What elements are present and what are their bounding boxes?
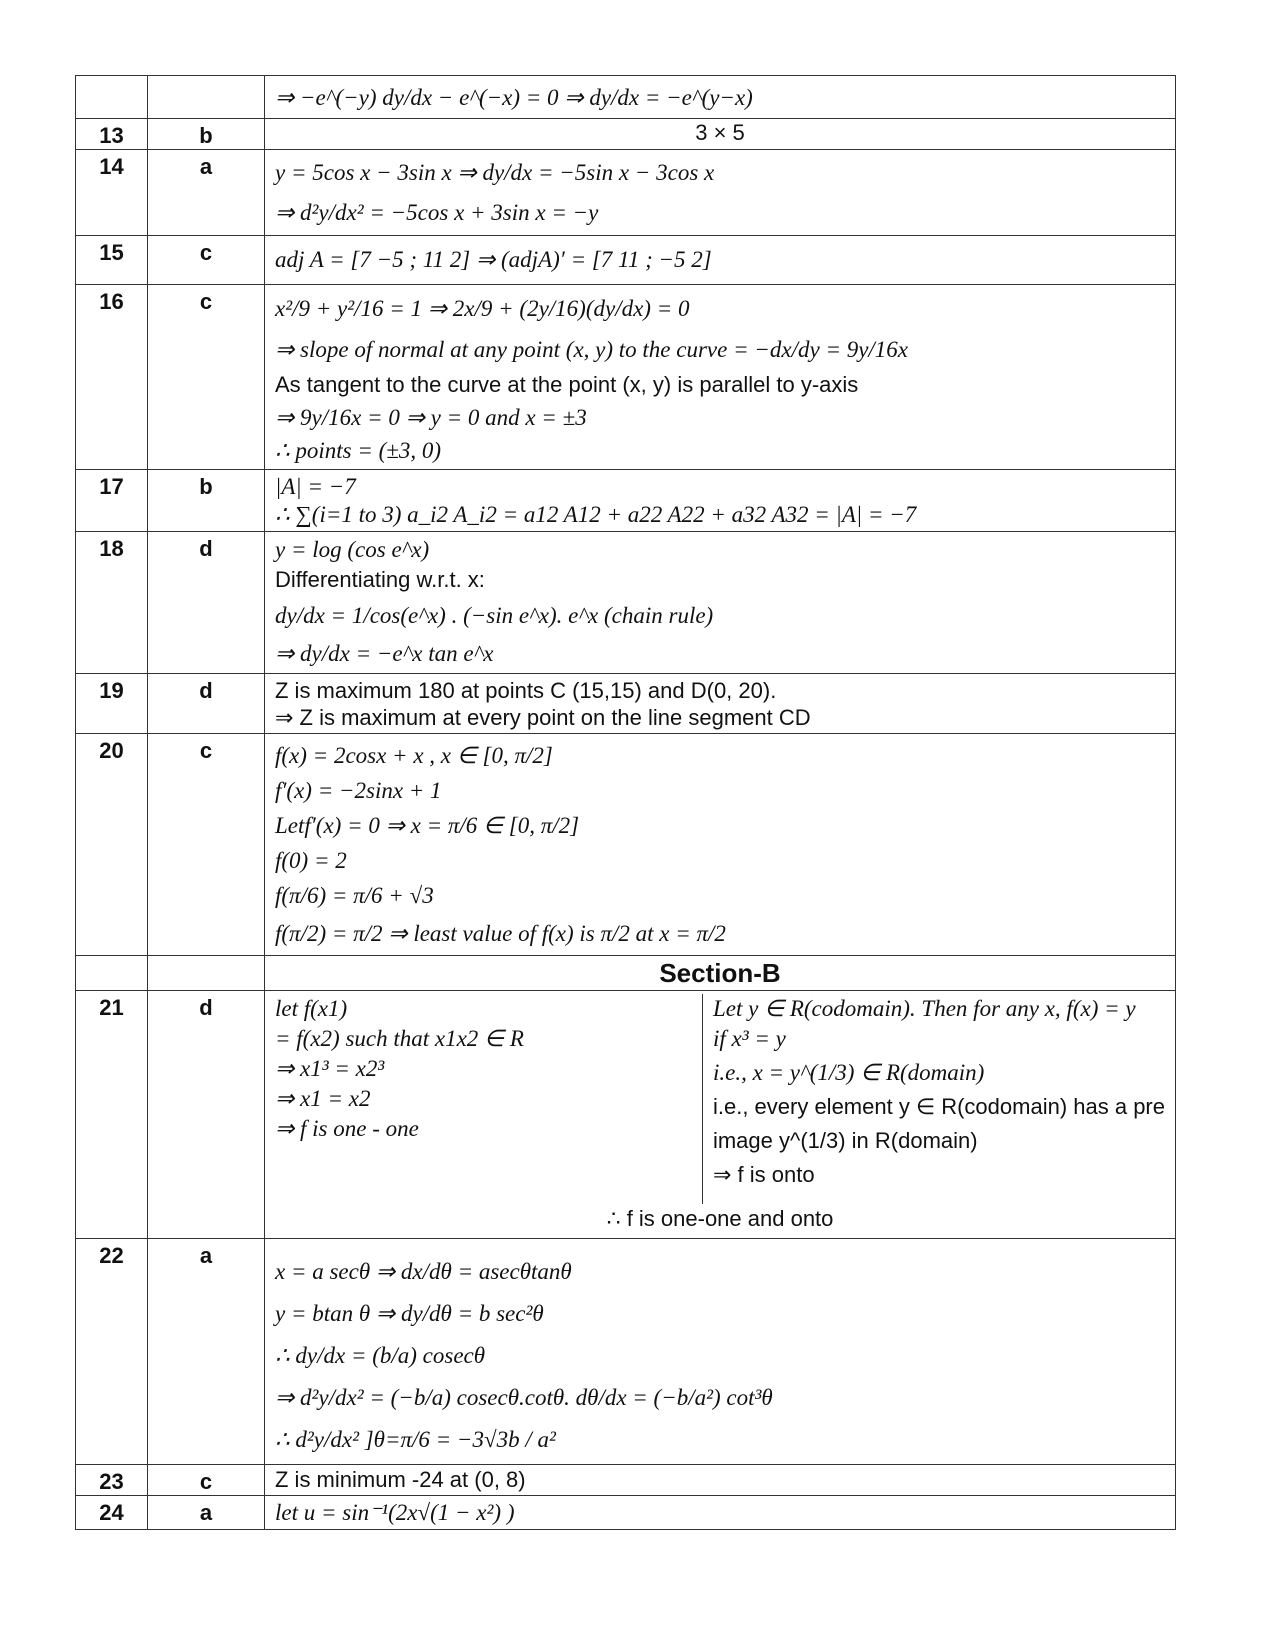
table-row [76,674,1176,734]
question-number: 18 [76,532,148,674]
question-number: 15 [76,236,148,285]
answer-option: c [148,236,265,285]
solution-line: 3 × 5 [695,120,745,145]
solution-line: dy/dx = 1/cos(e^x) . (−sin e^x). e^x (chain rule) [275,603,714,628]
solution-line: y = btan θ ⇒ dy/dθ = b sec²θ [275,1301,544,1326]
answer-option: c [148,1465,265,1496]
solution-line: ∴ points = (±3, 0) [275,438,442,463]
solution-line: f(x) = 2cosx + x , x ∈ [0, π/2] [275,743,553,768]
solution-line: = f(x2) such that x1x2 ∈ R [275,1026,524,1051]
solution-line: f(π/6) = π/6 + √3 [275,883,434,908]
answer-option: c [148,734,265,956]
solution-line: ⇒ x1 = x2 [275,1086,371,1111]
solution-line: adj A = [7 −5 ; 11 2] ⇒ (adjA)′ = [7 11 ; −5 2] [275,247,712,272]
section-heading-cell [265,956,1176,991]
answer-option: b [148,470,265,532]
question-number: 23 [76,1465,148,1496]
table-row [76,532,1176,674]
solution-line: ⇒ Z is maximum at every point on the line segment CD [275,705,811,730]
solution-cell [265,119,1176,150]
answer-option [148,956,265,991]
answer-option: c [148,285,265,470]
solution-line: f′(x) = −2sinx + 1 [275,778,442,803]
answer-option: d [148,674,265,734]
section-heading: Section-B [659,958,781,988]
table-row [76,119,1176,150]
solution-line: ∴ ∑(i=1 to 3) a_i2 A_i2 = a12 A12 + a22 A22 + a32 A32 = |A| = −7 [275,502,917,527]
solution-cell [265,470,1176,532]
answer-option: b [148,119,265,150]
solution-line: Differentiating w.r.t. x: [275,567,485,592]
table-row [76,734,1176,956]
table-row [76,956,1176,991]
table-row [76,470,1176,532]
solution-line: ⇒ f is onto [712,1162,815,1187]
solution-line: x = a secθ ⇒ dx/dθ = asecθtanθ [275,1259,572,1284]
solution-cell [265,1465,1176,1496]
solution-line: As tangent to the curve at the point (x, y) is parallel to y-axis [275,372,859,397]
solution-line: Z is maximum 180 at points C (15,15) and D(0, 20). [275,678,777,703]
solution-line: |A| = −7 [275,474,356,499]
solution-cell [265,150,1176,236]
solution-line: ∴ d²y/dx² ]θ=π/6 = −3√3b / a² [275,1427,556,1452]
solution-line: Let y ∈ R(codomain). Then for any x, f(x) = y [712,996,1136,1021]
question-number: 13 [76,119,148,150]
solution-line: image y^(1/3) in R(domain) [712,1128,978,1153]
solution-line: let f(x1) [275,996,348,1021]
table-row [76,285,1176,470]
solution-cell [265,734,1176,956]
solution-line: ⇒ slope of normal at any point (x, y) to the curve = −dx/dy = 9y/16x [275,337,909,362]
solution-cell [265,991,1176,1239]
table-row [76,1465,1176,1496]
solution-line: let u = sin⁻¹(2x√(1 − x²) ) [275,1500,515,1525]
table-row [76,150,1176,236]
solution-line: y = 5cos x − 3sin x ⇒ dy/dx = −5sin x − 3cos x [275,160,715,185]
solution-line: ⇒ d²y/dx² = −5cos x + 3sin x = −y [275,200,599,225]
solution-line: Letf′(x) = 0 ⇒ x = π/6 ∈ [0, π/2] [275,813,580,838]
one-one-proof [275,994,703,1204]
question-number [76,956,148,991]
onto-proof [703,994,1165,1204]
solution-line: ⇒ d²y/dx² = (−b/a) cosecθ.cotθ. dθ/dx = (−b/a²) cot³θ [275,1385,773,1410]
solution-line: ⇒ −e^(−y) dy/dx − e^(−x) = 0 ⇒ dy/dx = −e^(y−x) [275,85,753,110]
solution-cell [265,76,1176,119]
question-number: 24 [76,1496,148,1530]
solution-cell [265,285,1176,470]
solution-line: x²/9 + y²/16 = 1 ⇒ 2x/9 + (2y/16)(dy/dx) = 0 [275,296,690,321]
answer-option [148,76,265,119]
question-number: 22 [76,1239,148,1465]
solution-cell [265,532,1176,674]
table-row [76,1239,1176,1465]
table-row [76,236,1176,285]
question-number: 14 [76,150,148,236]
answer-option: a [148,150,265,236]
solution-line: ∴ dy/dx = (b/a) cosecθ [275,1343,486,1368]
solution-line: ⇒ dy/dx = −e^x tan e^x [275,641,494,666]
question-number: 19 [76,674,148,734]
solution-conclusion: ∴ f is one-one and onto [606,1206,834,1231]
solution-line: ⇒ 9y/16x = 0 ⇒ y = 0 and x = ±3 [275,405,587,430]
question-number: 16 [76,285,148,470]
table-row [76,76,1176,119]
table-row [76,991,1176,1239]
question-number: 21 [76,991,148,1239]
table-row [76,1496,1176,1530]
solution-line: f(π/2) = π/2 ⇒ least value of f(x) is π/2 at x = π/2 [275,921,726,946]
solution-cell [265,674,1176,734]
solution-line: if x³ = y [712,1026,786,1051]
answer-key-table [75,75,1176,1530]
answer-option: a [148,1239,265,1465]
answer-option: a [148,1496,265,1530]
question-number [76,76,148,119]
solution-line: i.e., x = y^(1/3) ∈ R(domain) [712,1060,985,1085]
solution-cell [265,1496,1176,1530]
solution-line: f(0) = 2 [275,848,347,873]
solution-line: y = log (cos e^x) [275,537,430,562]
question-number: 17 [76,470,148,532]
two-column-solution [275,994,1165,1204]
solution-cell [265,236,1176,285]
solution-line: ⇒ x1³ = x2³ [275,1056,385,1081]
answer-option: d [148,991,265,1239]
answer-option: d [148,532,265,674]
solution-cell [265,1239,1176,1465]
solution-line: i.e., every element y ∈ R(codomain) has a pre [712,1094,1165,1119]
solution-line: ⇒ f is one - one [275,1116,419,1141]
question-number: 20 [76,734,148,956]
solution-line: Z is minimum -24 at (0, 8) [275,1467,526,1492]
